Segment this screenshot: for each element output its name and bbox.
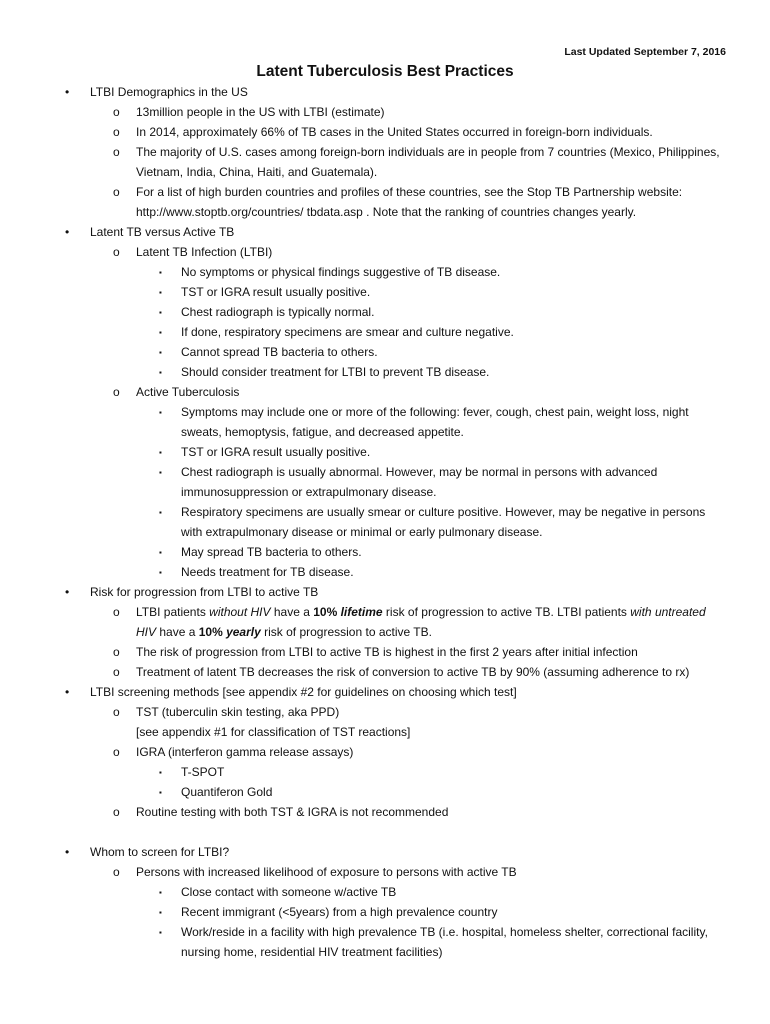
text-segment: risk of progression to active TB. <box>260 625 432 639</box>
outline-item-text: Respiratory specimens are usually smear or culture positive. However, may be negative in persons with extrapulmonary disease or minimal or early pulmonary disease. <box>181 505 706 539</box>
bullet-marker: ▪ <box>159 908 162 917</box>
outline-item-text: LTBI Demographics in the US <box>90 85 248 99</box>
outline-item-level-2 <box>0 802 770 822</box>
text-segment: 10% <box>198 625 227 639</box>
bullet-marker: o <box>113 185 120 199</box>
outline-item-level-2 <box>0 382 770 402</box>
outline-item-level-3 <box>0 462 770 502</box>
bullet-marker: o <box>113 145 120 159</box>
outline-item-level-1 <box>0 222 770 242</box>
outline-item-level-2 <box>0 122 770 142</box>
bullet-marker: o <box>113 645 120 659</box>
bullet-marker: o <box>113 865 120 879</box>
outline-item-text: Latent TB versus Active TB <box>90 225 235 239</box>
outline-item-level-3 <box>0 922 770 962</box>
bullet-marker: ▪ <box>159 288 162 297</box>
text-segment: LTBI patients <box>136 605 210 619</box>
bullet-marker: o <box>113 105 120 119</box>
section-spacer <box>0 822 770 842</box>
outline-item-level-3 <box>0 442 770 462</box>
outline-item-text: Chest radiograph is typically normal. <box>181 305 375 319</box>
text-segment: have a <box>156 625 199 639</box>
outline-item-level-2 <box>0 742 770 762</box>
outline-item-level-1 <box>0 82 770 102</box>
outline-item-text: 13million people in the US with LTBI (estimate) <box>136 105 385 119</box>
bullet-marker: ▪ <box>159 308 162 317</box>
text-segment: without HIV <box>209 605 271 619</box>
bullet-marker: o <box>113 125 120 139</box>
text-segment: with untreated HIV <box>136 605 706 639</box>
outline-item-text: Close contact with someone w/active TB <box>181 885 397 899</box>
bullet-marker: ▪ <box>159 928 162 937</box>
bullet-marker: • <box>65 685 70 699</box>
bullet-marker: ▪ <box>159 788 162 797</box>
text-segment: 10% <box>313 605 341 619</box>
bullet-marker: ▪ <box>159 368 162 377</box>
last-updated-date: Last Updated September 7, 2016 <box>564 46 726 58</box>
outline-item-level-3 <box>0 282 770 302</box>
outline-item-text: TST or IGRA result usually positive. <box>181 285 371 299</box>
bullet-marker: ▪ <box>159 508 162 517</box>
bullet-marker: ▪ <box>159 448 162 457</box>
outline-item-level-1 <box>0 582 770 602</box>
bullet-marker: ▪ <box>159 268 162 277</box>
outline-item-level-3 <box>0 782 770 802</box>
bullet-marker: o <box>113 245 120 259</box>
outline-item-level-2 <box>0 662 770 682</box>
outline-item-text: Symptoms may include one or more of the following: fever, cough, chest pain, weight loss, night sweats, hemoptysis, fatigue, and decreased appetite. <box>181 405 689 439</box>
bullet-marker: o <box>113 705 120 719</box>
outline-list <box>0 82 770 962</box>
outline-item-text: Cannot spread TB bacteria to others. <box>181 345 378 359</box>
outline-item-level-3 <box>0 882 770 902</box>
outline-item-text: Quantiferon Gold <box>181 785 273 799</box>
outline-item-text: Whom to screen for LTBI? <box>90 845 230 859</box>
bullet-marker: o <box>113 665 120 679</box>
bullet-marker: • <box>65 845 70 859</box>
outline-item-text: TST (tuberculin skin testing, aka PPD) <box>136 705 340 719</box>
text-segment: yearly <box>226 625 261 639</box>
outline-item-text: If done, respiratory specimens are smear and culture negative. <box>181 325 514 339</box>
bullet-marker: • <box>65 225 70 239</box>
outline-item-level-3 <box>0 542 770 562</box>
outline-item-text: LTBI screening methods [see appendix #2 for guidelines on choosing which test] <box>90 685 517 699</box>
bullet-marker: ▪ <box>159 888 162 897</box>
text-segment: lifetime <box>340 605 383 619</box>
outline-item-level-3 <box>0 342 770 362</box>
outline-item-level-2 <box>0 182 770 222</box>
text-segment: have a <box>270 605 314 619</box>
outline-item-text: Needs treatment for TB disease. <box>181 565 354 579</box>
outline-item-text: Work/reside in a facility with high prevalence TB (i.e. hospital, homeless shelter, correctional facility, nursing home, residential HIV treatment facilities) <box>181 925 708 959</box>
outline-item-text: May spread TB bacteria to others. <box>181 545 362 559</box>
bullet-marker: ▪ <box>159 548 162 557</box>
outline-item-level-2 <box>0 602 770 642</box>
outline-item-level-3 <box>0 762 770 782</box>
outline-item-text: For a list of high burden countries and profiles of these countries, see the Stop TB Partnership website: http://www.stoptb.org/countries/ tbdata.asp . Note that the ranking of countries changes yearly. <box>136 185 683 219</box>
bullet-marker: ▪ <box>159 468 162 477</box>
outline-item-text: Active Tuberculosis <box>136 385 240 399</box>
outline-item-text: IGRA (interferon gamma release assays) <box>136 745 354 759</box>
outline-item-level-3 <box>0 302 770 322</box>
outline-item-text: TST or IGRA result usually positive. <box>181 445 371 459</box>
outline-item-text: Latent TB Infection (LTBI) <box>136 245 273 259</box>
outline-item-text: Should consider treatment for LTBI to prevent TB disease. <box>181 365 490 379</box>
outline-item-level-3 <box>0 562 770 582</box>
bullet-marker: ▪ <box>159 568 162 577</box>
outline-item-text: T-SPOT <box>181 765 225 779</box>
bullet-marker: o <box>113 805 120 819</box>
outline-item-level-2 <box>0 642 770 662</box>
outline-item-level-3 <box>0 402 770 442</box>
outline-item-text: Chest radiograph is usually abnormal. However, may be normal in persons with advanced immunosuppression or extrapulmonary disease. <box>181 465 658 499</box>
bullet-marker: ▪ <box>159 768 162 777</box>
outline-item-text <box>136 605 706 639</box>
bullet-marker: • <box>65 85 70 99</box>
outline-item-level-2 <box>0 702 770 722</box>
outline-item-level-3 <box>0 322 770 342</box>
outline-item-level-3 <box>0 262 770 282</box>
outline-item-level-3 <box>0 502 770 542</box>
page-title: Latent Tuberculosis Best Practices <box>256 63 514 80</box>
outline-item-level-1 <box>0 842 770 862</box>
outline-item-level-2 <box>0 722 770 742</box>
outline-item-text: Routine testing with both TST & IGRA is not recommended <box>136 805 449 819</box>
outline-item-text: In 2014, approximately 66% of TB cases in the United States occurred in foreign-born individuals. <box>136 125 653 139</box>
outline-item-text: [see appendix #1 for classification of TST reactions] <box>136 725 411 739</box>
outline-item-text: Treatment of latent TB decreases the risk of conversion to active TB by 90% (assuming adherence to rx) <box>136 665 690 679</box>
bullet-marker: ▪ <box>159 328 162 337</box>
outline-item-text: Persons with increased likelihood of exposure to persons with active TB <box>136 865 517 879</box>
outline-item-level-2 <box>0 242 770 262</box>
outline-item-level-2 <box>0 142 770 182</box>
bullet-marker: • <box>65 585 70 599</box>
outline-item-text: Recent immigrant (<5years) from a high prevalence country <box>181 905 498 919</box>
outline-item-text: The risk of progression from LTBI to active TB is highest in the first 2 years after initial infection <box>136 645 638 659</box>
bullet-marker: o <box>113 385 120 399</box>
text-segment: risk of progression to active TB. LTBI patients <box>382 605 631 619</box>
bullet-marker: ▪ <box>159 348 162 357</box>
outline-item-text: No symptoms or physical findings suggestive of TB disease. <box>181 265 501 279</box>
outline-item-level-2 <box>0 862 770 882</box>
outline-item-level-3 <box>0 362 770 382</box>
outline-item-level-1 <box>0 682 770 702</box>
bullet-marker: o <box>113 605 120 619</box>
outline-item-level-3 <box>0 902 770 922</box>
bullet-marker: ▪ <box>159 408 162 417</box>
bullet-marker: o <box>113 745 120 759</box>
outline-item-text: Risk for progression from LTBI to active TB <box>90 585 319 599</box>
outline-item-text: The majority of U.S. cases among foreign-born individuals are in people from 7 countries (Mexico, Philippines, Vietnam, India, China, Haiti, and Guatemala). <box>136 145 720 179</box>
outline-item-level-2 <box>0 102 770 122</box>
